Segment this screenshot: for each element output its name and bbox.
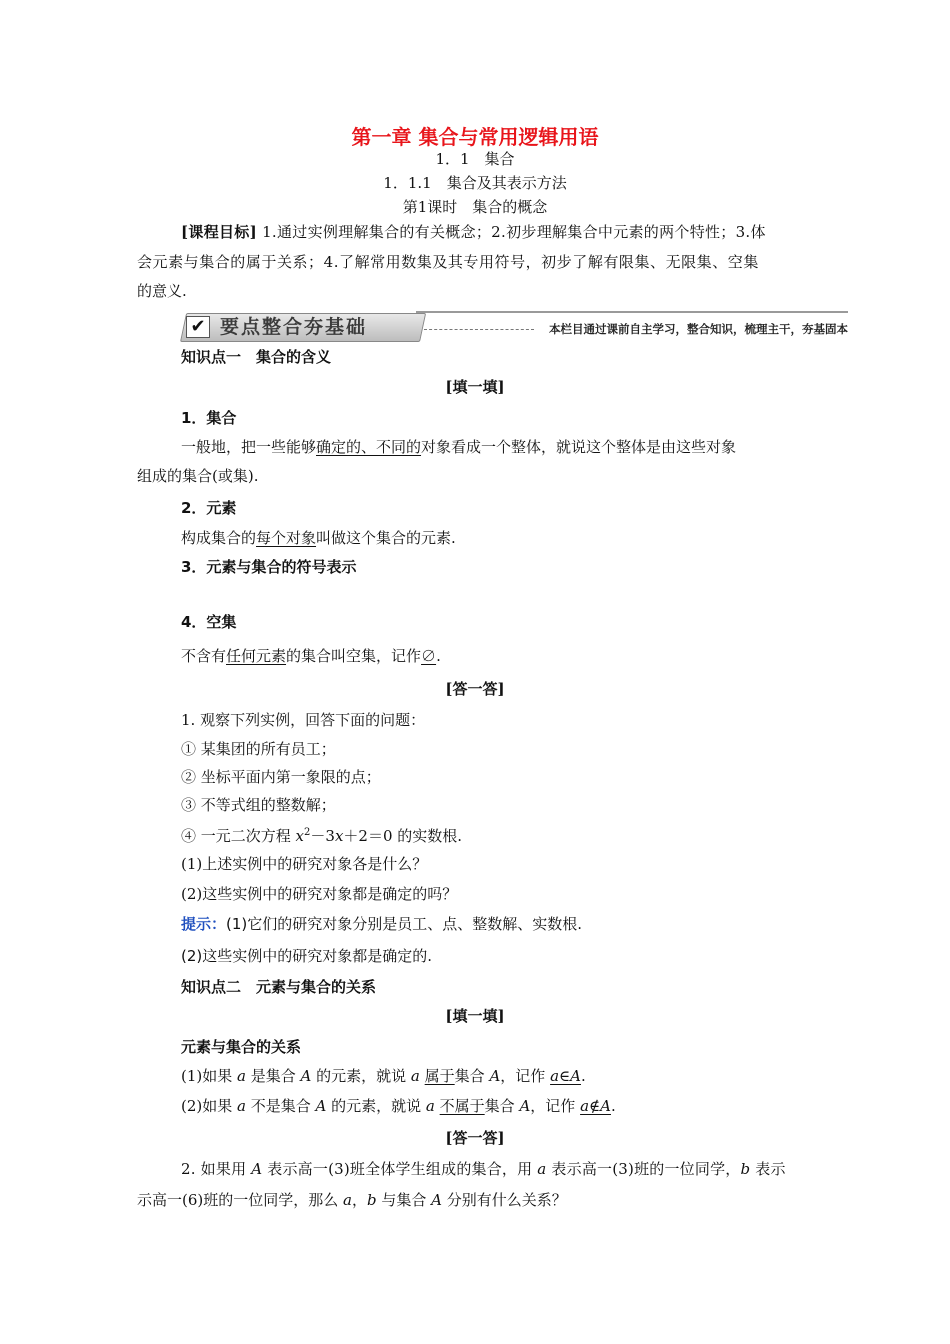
q2-a: 2. 如果用 bbox=[181, 1160, 252, 1178]
course-goals-line-2: 会元素与集合的属于关系；4.了解常用数集及其专用符号，初步了解有限集、无限集、空集 bbox=[137, 253, 759, 271]
subsection-title: 1．1.1 集合及其表示方法 bbox=[383, 174, 567, 192]
relation-1 bbox=[181, 1066, 586, 1086]
q2-var-b-2: b bbox=[367, 1191, 377, 1209]
question-1: 1. 观察下列实例，回答下面的问题： bbox=[181, 711, 426, 729]
check-icon: ✔ bbox=[186, 316, 210, 338]
fill-label-2: [填一填] bbox=[445, 1007, 505, 1025]
r2-c: 的元素，就说 bbox=[326, 1097, 426, 1115]
example-4-a: ④ 一元二次方程 bbox=[181, 827, 296, 845]
item-1-text bbox=[181, 437, 736, 457]
q2-set-a-2: A bbox=[431, 1191, 442, 1209]
q2-f: ， bbox=[351, 1191, 367, 1209]
item-4-answer: 任何元素 bbox=[226, 647, 287, 665]
item-4-text bbox=[181, 646, 441, 666]
question-2-line-2 bbox=[137, 1190, 567, 1210]
r2-f: . bbox=[610, 1097, 616, 1115]
example-4-b: －3 bbox=[310, 827, 335, 845]
q2-var-b: b bbox=[740, 1160, 751, 1178]
banner-note: 本栏目通过课前自主学习，整合知识，梳理主干，夯基固本 bbox=[549, 322, 848, 336]
item-4-text-a: 不含有 bbox=[181, 647, 227, 665]
r1-answer: 属于 bbox=[424, 1067, 455, 1085]
r1-c: 的元素，就说 bbox=[311, 1067, 411, 1085]
course-goals-line-3: 的意义. bbox=[137, 282, 187, 300]
hint-label: 提示： bbox=[181, 915, 227, 933]
section-title: 1．1 集合 bbox=[435, 150, 515, 168]
sub-question-2: (2)这些实例中的研究对象都是确定的吗？ bbox=[181, 885, 458, 903]
r1-set-a-2: A bbox=[489, 1067, 501, 1085]
hint-1-text: (1)它们的研究对象分别是员工、点、整数解、实数根. bbox=[226, 915, 583, 933]
item-2-text-b: 叫做这个集合的元素. bbox=[316, 529, 456, 547]
r1-b: 是集合 bbox=[245, 1067, 301, 1085]
r2-set-a: A bbox=[315, 1097, 327, 1115]
item-2-text-a: 构成集合的 bbox=[181, 529, 257, 547]
relation-title: 元素与集合的关系 bbox=[181, 1038, 302, 1056]
q2-e: 示高一(6)班的一位同学，那么 bbox=[137, 1191, 344, 1209]
r1-f: . bbox=[580, 1067, 586, 1085]
q2-d: 表示 bbox=[750, 1160, 786, 1178]
section-banner bbox=[180, 311, 848, 345]
example-3: ③ 不等式组的整数解； bbox=[181, 796, 336, 814]
r2-e: ，记作 bbox=[530, 1097, 581, 1115]
course-goals-label: [课程目标] bbox=[181, 223, 257, 241]
variable-x-2: x bbox=[334, 827, 344, 845]
q2-var-a: a bbox=[537, 1160, 547, 1178]
q2-b: 表示高一(3)班全体学生组成的集合，用 bbox=[262, 1160, 538, 1178]
knowledge-point-1-heading: 知识点一 集合的含义 bbox=[181, 348, 332, 366]
lesson-title: 第1课时 集合的概念 bbox=[402, 198, 548, 216]
sub-question-1: (1)上述实例中的研究对象各是什么？ bbox=[181, 855, 428, 873]
q2-c: 表示高一(3)班的一位同学， bbox=[546, 1160, 741, 1178]
r1-var-a-2: a bbox=[410, 1067, 420, 1085]
variable-x: x bbox=[295, 827, 305, 845]
banner-rule bbox=[416, 311, 848, 313]
example-1: ① 某集团的所有员工； bbox=[181, 740, 336, 758]
hint-1 bbox=[181, 914, 582, 934]
r2-answer: 不属于 bbox=[439, 1097, 485, 1115]
item-1-text-a: 一般地，把一些能够 bbox=[181, 438, 317, 456]
q2-var-a-2: a bbox=[343, 1191, 352, 1209]
relation-2 bbox=[181, 1096, 616, 1116]
r2-var-a: a bbox=[237, 1097, 246, 1115]
example-4 bbox=[181, 823, 462, 846]
q2-set-a: A bbox=[251, 1160, 263, 1178]
knowledge-point-2-heading: 知识点二 元素与集合的关系 bbox=[181, 978, 377, 996]
item-2-answer: 每个对象 bbox=[256, 529, 317, 547]
empty-set-symbol: ∅ bbox=[421, 647, 437, 665]
item-3-title: 3．元素与集合的符号表示 bbox=[181, 558, 357, 576]
fill-label-1: [填一填] bbox=[445, 378, 505, 396]
q2-g: 与集合 bbox=[376, 1191, 432, 1209]
banner-title: 要点整合夯基础 bbox=[220, 316, 368, 338]
course-goals-text-1: 1.通过实例理解集合的有关概念；2.初步理解集合中元素的两个特性；3.体 bbox=[257, 223, 766, 241]
question-2-line-1 bbox=[181, 1159, 786, 1179]
r2-set-a-2: A bbox=[519, 1097, 531, 1115]
banner-dashed-rule bbox=[424, 329, 534, 330]
hint-2: (2)这些实例中的研究对象都是确定的. bbox=[181, 947, 433, 965]
item-1-title: 1．集合 bbox=[181, 409, 237, 427]
r1-var-a: a bbox=[237, 1067, 246, 1085]
r2-var-a-2: a bbox=[425, 1097, 435, 1115]
chapter-title: 第一章 集合与常用逻辑用语 bbox=[351, 125, 599, 149]
q2-h: 分别有什么关系？ bbox=[442, 1191, 567, 1209]
r2-a: (2)如果 bbox=[181, 1097, 238, 1115]
example-4-c: ＋2＝0 的实数根. bbox=[343, 827, 463, 845]
r2-d: 集合 bbox=[484, 1097, 520, 1115]
item-1-answer: 确定的、不同的 bbox=[316, 438, 422, 456]
item-2-title: 2．元素 bbox=[181, 499, 237, 517]
belongs-symbol: a∈A bbox=[550, 1067, 581, 1085]
not-belongs-symbol: a∉A bbox=[580, 1097, 611, 1115]
item-4-title: 4．空集 bbox=[181, 613, 237, 631]
item-1-text-b: 对象看成一个整体，就说这个整体是由这些对象 bbox=[421, 438, 737, 456]
r2-b: 不是集合 bbox=[245, 1097, 316, 1115]
r1-set-a: A bbox=[300, 1067, 312, 1085]
course-goals-line-1 bbox=[181, 222, 766, 242]
r1-e: ，记作 bbox=[500, 1067, 551, 1085]
item-4-text-b: 的集合叫空集，记作 bbox=[286, 647, 422, 665]
answer-label-2: [答一答] bbox=[445, 1129, 505, 1147]
item-2-text bbox=[181, 528, 456, 548]
item-1-text-cont: 组成的集合(或集). bbox=[137, 467, 259, 485]
r1-d: 集合 bbox=[454, 1067, 490, 1085]
r1-a: (1)如果 bbox=[181, 1067, 238, 1085]
item-4-text-c: . bbox=[436, 647, 441, 665]
answer-label-1: [答一答] bbox=[445, 680, 505, 698]
exponent: 2 bbox=[304, 827, 311, 838]
example-2: ② 坐标平面内第一象限的点； bbox=[181, 768, 381, 786]
